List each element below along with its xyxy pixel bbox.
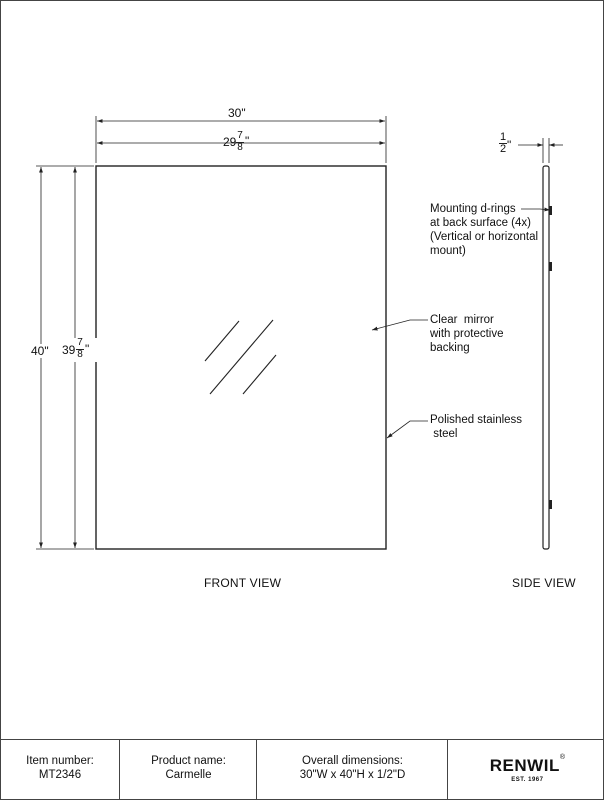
dimensions-value: 30"W x 40"H x 1/2"D [299,769,406,781]
sheet-border [1,1,604,800]
depth-denominator: 2 [499,143,507,155]
depth-inch-mark: " [507,138,512,152]
inner-height-numerator: 7 [77,337,83,348]
front-view-title: FRONT VIEW [204,576,282,590]
inner-height-whole: 39 [62,343,76,357]
mirror-side-profile [543,166,549,549]
depth-label [499,132,517,158]
callout-mounting-line: Mounting d-rings [430,203,516,215]
item-number-value: MT2346 [38,769,82,781]
item-number-cell [1,739,119,799]
mirror-reflection-lines [205,320,276,394]
callout-mirror-line: backing [430,342,470,354]
inner-height-denominator: 8 [77,349,83,360]
product-name-label: Product name: [151,755,226,767]
inner-height-inch-mark: " [85,342,90,356]
inner-height-label [61,338,99,362]
leader-mirror [372,320,428,330]
brand-established: EST. 1967 [511,777,544,783]
brand-logo [490,756,565,783]
inner-width-whole: 29 [223,135,237,149]
callout-frame [430,413,522,441]
overall-height-label: 40" [31,344,49,358]
depth-dimension [518,138,563,163]
callout-frame-line: Polished stainless [430,414,523,426]
product-name-cell [120,739,257,799]
inner-width-numerator: 7 [237,130,243,141]
dimensions-label: Overall dimensions: [302,755,403,767]
inner-width-denominator: 8 [237,142,243,153]
product-name-value: Carmelle [165,769,212,781]
callout-mounting-line: at back surface (4x) [430,217,531,229]
depth-numerator: 1 [499,131,507,143]
brand-registered-mark: ® [559,754,565,761]
callout-mirror [430,313,504,355]
title-block [1,739,603,799]
callout-mirror-line: with protective [430,328,504,340]
leader-frame [387,421,428,438]
side-view-title: SIDE VIEW [512,576,576,590]
overall-width-label: 30" [228,106,246,120]
inner-width-label [223,130,263,157]
inner-width-inch-mark: " [245,134,250,148]
callout-mounting-line: (Vertical or horizontal [430,231,539,243]
item-number-label: Item number: [26,755,94,767]
callout-frame-line: steel [430,428,458,440]
callout-mounting [430,202,538,258]
brand-name: RENWIL [489,756,560,775]
callout-mirror-line: Clear mirror [430,314,494,326]
dimensions-cell [257,739,448,799]
callout-mounting-line: mount) [430,245,466,257]
